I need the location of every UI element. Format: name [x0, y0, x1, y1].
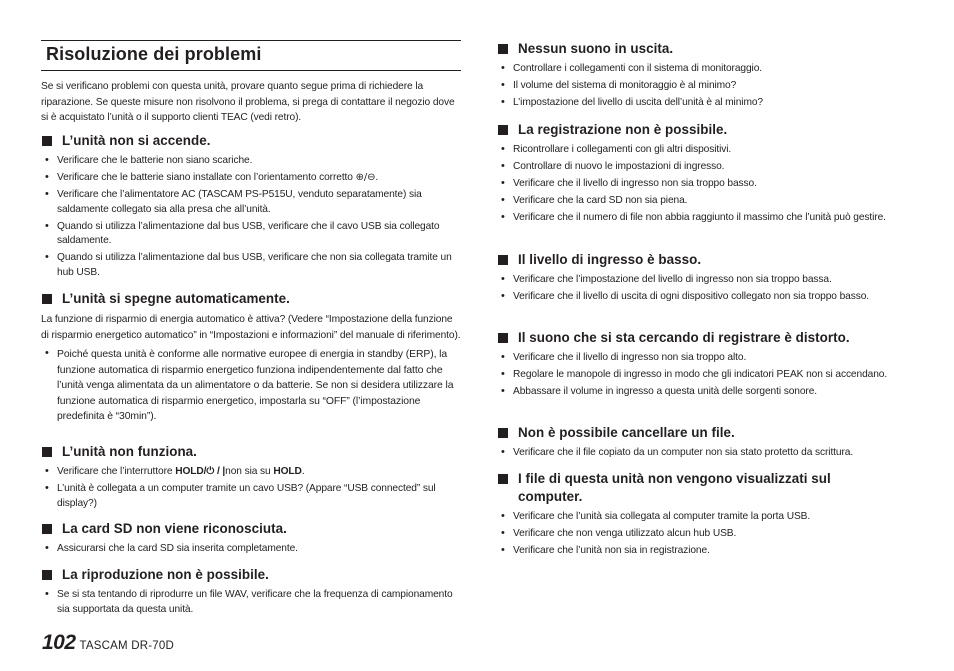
section-heading: Il suono che si sta cercando di registrare è distorto.: [497, 329, 913, 347]
hold-label: HOLD: [273, 466, 302, 477]
list-item: • Verificare che le batterie non siano scariche.: [41, 154, 461, 169]
list-item: • Se si sta tentando di riprodurre un file WAV, verificare che la frequenza di campionamento sia supportata da questa unità.: [41, 588, 461, 617]
list-item: • Verificare che la card SD non sia piena.: [497, 194, 913, 209]
title-rule-bottom: [41, 70, 461, 71]
list-item: • Controllare i collegamenti con il sistema di monitoraggio.: [497, 62, 913, 77]
item-list: [497, 510, 913, 559]
list-item: • Controllare di nuovo le impostazioni di ingresso.: [497, 160, 913, 175]
list-item: • L’impostazione del livello di uscita dell’unità è al minimo?: [497, 96, 913, 111]
page-title: Risoluzione dei problemi: [46, 44, 262, 64]
list-item: • Poiché questa unità è conforme alle normative europee di energia in standby (ERP), la funzione automatica di risparmio energetico funziona indipendentemente dal fatto che l’unità venga alimentata da un alimentatore o da batterie. Se non si desidera utilizzare la funzione automatica di risparmio energetico, impostarla su “OFF” (l’impostazione predefinita è “30min”).: [41, 347, 461, 425]
list-item: • Regolare le manopole di ingresso in modo che gli indicatori PEAK non si accendano.: [497, 368, 913, 383]
section-heading: L’unità si spegne automaticamente.: [41, 290, 461, 308]
section-heading: La card SD non viene riconosciuta.: [41, 520, 461, 538]
section-playback: [41, 566, 461, 620]
power-icon: ⏻: [206, 466, 215, 477]
list-item: • Verificare che l’unità sia collegata al computer tramite la porta USB.: [497, 510, 913, 525]
list-item: • Verificare che il livello di ingresso non sia troppo basso.: [497, 177, 913, 192]
section-not-working: [41, 443, 461, 514]
list-item-text: non sia su: [225, 466, 271, 477]
intro-paragraph: Se si verificano problemi con questa unità, provare quanto segue prima di richiedere la riparazione. Se queste misure non risolvono il problema, si prega di contattare il negozio dove si è acquistato l’unità o il supporto clienti TEAC (vedi retro).: [41, 81, 455, 123]
item-list: [41, 154, 461, 280]
section-heading: Il livello di ingresso è basso.: [497, 251, 913, 269]
item-list: [41, 542, 461, 557]
section-heading: L’unità non funziona.: [41, 443, 461, 461]
page-number: 102: [42, 631, 76, 654]
list-item: • Verificare che l’unità non sia in registrazione.: [497, 544, 913, 559]
item-list: [497, 446, 913, 461]
section-no-power: [41, 132, 461, 283]
list-item: • Verificare che il numero di file non abbia raggiunto il massimo che l’unità può gestire.: [497, 211, 913, 226]
section-auto-off: [41, 290, 461, 427]
list-item: • Quando si utilizza l’alimentazione dal bus USB, verificare che non sia collegata tramite un hub USB.: [41, 251, 461, 280]
section-heading: Nessun suono in uscita.: [497, 40, 913, 58]
list-item: • Verificare che l’interruttore HOLD/⏻ / |non sia su HOLD.: [41, 465, 461, 480]
list-item: • Verificare che il livello di uscita di ogni dispositivo collegato non sia troppo basso.: [497, 290, 913, 305]
list-item: • Verificare che l’impostazione del livello di ingresso non sia troppo bassa.: [497, 273, 913, 288]
list-item-text: Verificare che le batterie siano installate con l’orientamento corretto: [57, 172, 353, 183]
title-rule-top: [41, 40, 461, 41]
section-no-recording: [497, 121, 913, 228]
item-list: [497, 143, 913, 226]
section-heading: L’unità non si accende.: [41, 132, 461, 150]
list-item: • Verificare che il file copiato da un computer non sia stato protetto da scrittura.: [497, 446, 913, 461]
list-item: • Verificare che il livello di ingresso non sia troppo alto.: [497, 351, 913, 366]
item-list: [41, 347, 461, 425]
item-list: [41, 588, 461, 617]
list-item: • Il volume del sistema di monitoraggio è al minimo?: [497, 79, 913, 94]
item-list: [497, 273, 913, 305]
hold-switch-label: HOLD/: [175, 466, 207, 477]
section-cannot-delete: [497, 424, 913, 463]
section-distorted: [497, 329, 913, 402]
list-item-text: Verificare che l’interruttore: [57, 466, 173, 477]
item-list: [497, 351, 913, 400]
item-list: [497, 62, 913, 111]
model-name: TASCAM DR-70D: [79, 640, 174, 652]
list-item: • Verificare che le batterie siano installate con l’orientamento corretto ⊕/⊖.: [41, 171, 461, 186]
polarity-icon: ⊕/⊖: [355, 172, 376, 183]
list-item: • Assicurarsi che la card SD sia inserita completamente.: [41, 542, 461, 557]
section-paragraph: La funzione di risparmio di energia automatico è attiva? (Vedere “Impostazione della funzione di risparmio energetico automatico” in “Impostazioni e informazioni” del manuale di riferimento).: [41, 314, 461, 341]
page-footer: [42, 631, 174, 655]
section-heading: I file di questa unità non vengono visualizzati sul computer.: [497, 470, 878, 506]
list-item: • Abbassare il volume in ingresso a questa unità delle sorgenti sonore.: [497, 385, 913, 400]
list-item: • L’unità è collegata a un computer tramite un cavo USB? (Appare “USB connected” sul display?): [41, 482, 461, 511]
section-files-not-shown: [497, 470, 913, 561]
section-heading: Non è possibile cancellare un file.: [497, 424, 913, 442]
section-no-sound: [497, 40, 913, 113]
list-item: • Verificare che l’alimentatore AC (TASCAM PS-P515U, venduto separatamente) sia saldamente collegato sia alla presa che all’unità.: [41, 188, 461, 217]
list-item: • Ricontrollare i collegamenti con gli altri dispositivi.: [497, 143, 913, 158]
section-sd-card: [41, 520, 461, 559]
section-low-input: [497, 251, 913, 307]
list-item: • Verificare che non venga utilizzato alcun hub USB.: [497, 527, 913, 542]
section-heading: La riproduzione non è possibile.: [41, 566, 461, 584]
list-item: • Quando si utilizza l’alimentazione dal bus USB, verificare che il cavo USB sia collegato saldamente.: [41, 220, 461, 249]
section-heading: La registrazione non è possibile.: [497, 121, 913, 139]
item-list: [41, 465, 461, 511]
